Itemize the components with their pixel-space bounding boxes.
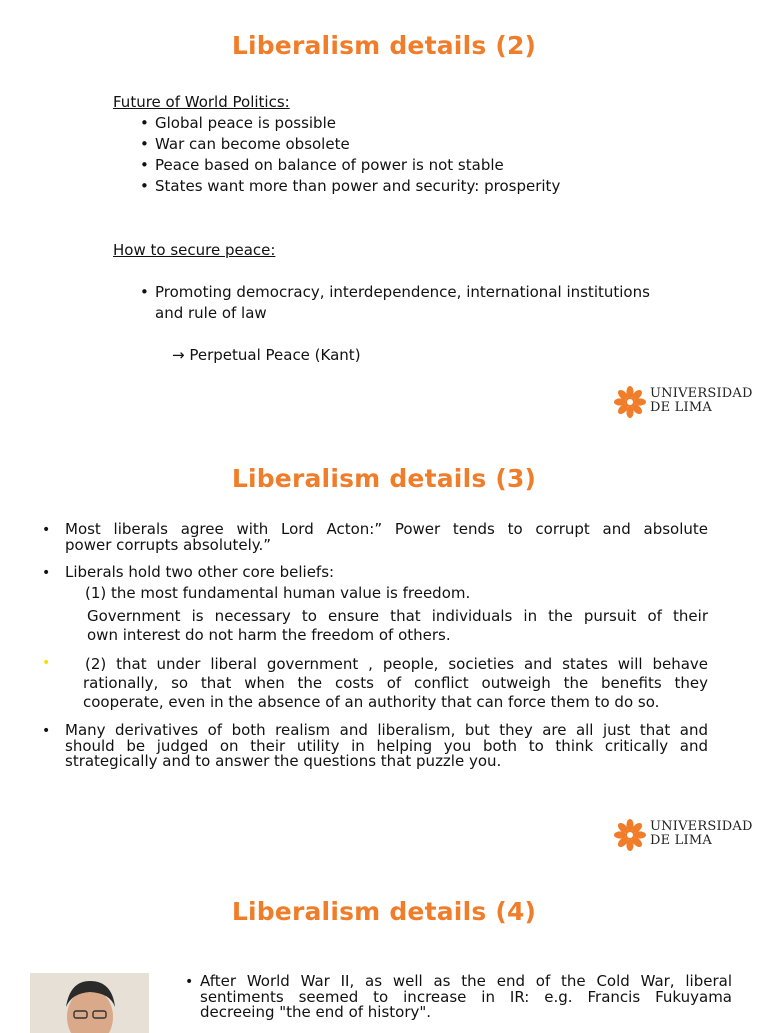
secure-list: • Promoting democracy, interdependence, international institutions and rule of law xyxy=(140,283,650,322)
post-war-paragraph: After World War II, as well as the end of the Cold War, liberal sentiments seemed to increase in IR: e.g. Francis Fukuyama decreeing "the end of history". xyxy=(200,972,732,1021)
flower-logo-icon xyxy=(614,385,646,419)
bullet-icon: • xyxy=(42,522,51,538)
future-list xyxy=(140,113,560,197)
list-item: • Global peace is possible xyxy=(140,114,336,132)
rational-behaviour-paragraph: (2) that under liberal government , people, societies and states will behave rationally, so that when the costs of conflict outweigh the benefits they cooperate, even in the absence of an authority that can force them to do so. xyxy=(83,655,708,711)
flower-logo-icon xyxy=(614,818,646,852)
secure-heading: How to secure peace: xyxy=(113,241,276,259)
bullet-icon: • xyxy=(42,565,51,581)
government-paragraph: Government is necessary to ensure that individuals in the pursuit of their own interest do not harm the freedom of others. xyxy=(87,607,708,644)
future-heading: Future of World Politics: xyxy=(113,93,290,111)
fukuyama-photo xyxy=(30,973,149,1033)
bullet-icon: • xyxy=(42,655,51,671)
slide3-title: Liberalism details (3) xyxy=(231,464,537,493)
acton-paragraph: Most liberals agree with Lord Acton:” Power tends to corrupt and absolute power corrupts absolutely.” xyxy=(65,520,708,554)
belief-freedom: (1) the most fundamental human value is freedom. xyxy=(85,584,471,602)
perpetual-peace-note: → Perpetual Peace (Kant) xyxy=(172,346,361,364)
slide2-title: Liberalism details (2) xyxy=(231,31,537,60)
list-item: • War can become obsolete xyxy=(140,135,350,153)
list-item: • Promoting democracy, interdependence, international institutions xyxy=(140,283,650,301)
bullet-icon: • xyxy=(42,723,51,739)
bullet-icon: • xyxy=(185,974,194,990)
derivatives-paragraph: Many derivatives of both realism and liberalism, but they are all just that and should be judged on their utility in helping you both to think critically and strategically and to answer the questions that puzzle you. xyxy=(65,721,708,770)
core-beliefs-paragraph: Liberals hold two other core beliefs: xyxy=(65,563,335,581)
list-item: • States want more than power and security: prosperity xyxy=(140,177,561,195)
slide4-title: Liberalism details (4) xyxy=(231,897,537,926)
list-item: • Peace based on balance of power is not stable xyxy=(140,156,504,174)
universidad-de-lima-logo: UNIVERSIDAD DE LIMA xyxy=(614,383,754,423)
universidad-de-lima-logo: UNIVERSIDAD DE LIMA xyxy=(614,816,754,856)
